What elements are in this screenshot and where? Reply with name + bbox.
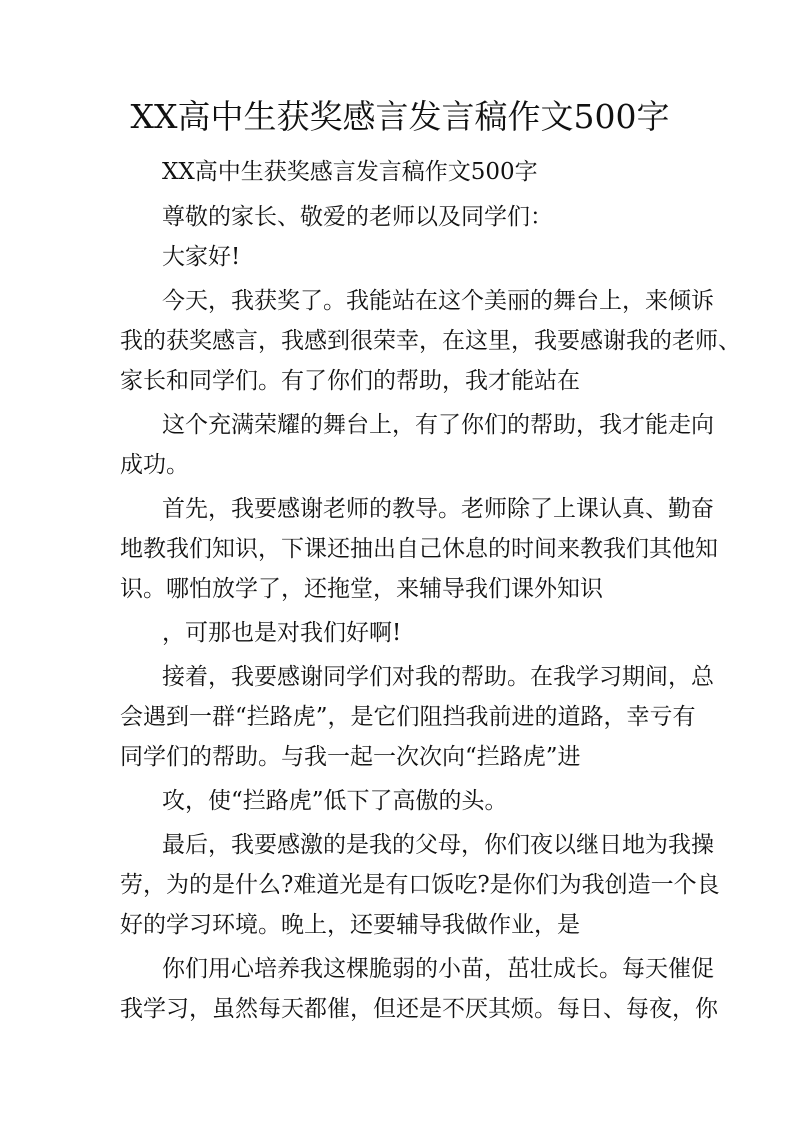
text-line: 地教我们知识，下课还抽出自己休息的时间来教我们其他知 — [120, 536, 718, 562]
text-line: XX高中生获奖感言发言稿作文500字 — [162, 159, 538, 185]
text-line: 我的获奖感言，我感到很荣幸，在这里，我要感谢我的老师、 — [120, 328, 741, 354]
text-line: 这个充满荣耀的舞台上，有了你们的帮助，我才能走向 — [162, 412, 714, 438]
text-line: 今天，我获奖了。我能站在这个美丽的舞台上，来倾诉 — [162, 288, 714, 314]
text-line: 同学们的帮助。与我一起一次次向“拦路虎”进 — [120, 744, 581, 770]
text-line: 成功。 — [120, 452, 189, 478]
document-title: XX高中生获奖感言发言稿作文500字 — [130, 97, 670, 136]
text-line: 首先，我要感谢老师的教导。老师除了上课认真、勤奋 — [162, 496, 714, 522]
text-line: 劳，为的是什么?难道光是有口饭吃?是你们为我创造一个良 — [120, 872, 720, 898]
text-line: 好的学习环境。晚上，还要辅导我做作业，是 — [120, 912, 580, 938]
text-line: 最后，我要感激的是我的父母，你们夜以继日地为我操 — [162, 832, 714, 858]
text-line: 攻，使“拦路虎”低下了高傲的头。 — [162, 788, 508, 814]
text-line: 接着，我要感谢同学们对我的帮助。在我学习期间，总 — [162, 664, 714, 690]
text-line: 尊敬的家长、敬爱的老师以及同学们： — [162, 204, 553, 230]
text-line: ，可那也是对我们好啊! — [162, 620, 402, 646]
text-line: 家长和同学们。有了你们的帮助，我才能站在 — [120, 368, 580, 394]
text-line: 识。哪怕放学了，还拖堂，来辅导我们课外知识 — [120, 576, 603, 602]
text-line: 会遇到一群“拦路虎”，是它们阻挡我前进的道路，幸亏有 — [120, 704, 696, 730]
text-line: 你们用心培养我这棵脆弱的小苗，茁壮成长。每天催促 — [162, 956, 714, 982]
text-line: 大家好! — [162, 244, 241, 270]
text-line: 我学习，虽然每天都催，但还是不厌其烦。每日、每夜，你 — [120, 996, 718, 1022]
